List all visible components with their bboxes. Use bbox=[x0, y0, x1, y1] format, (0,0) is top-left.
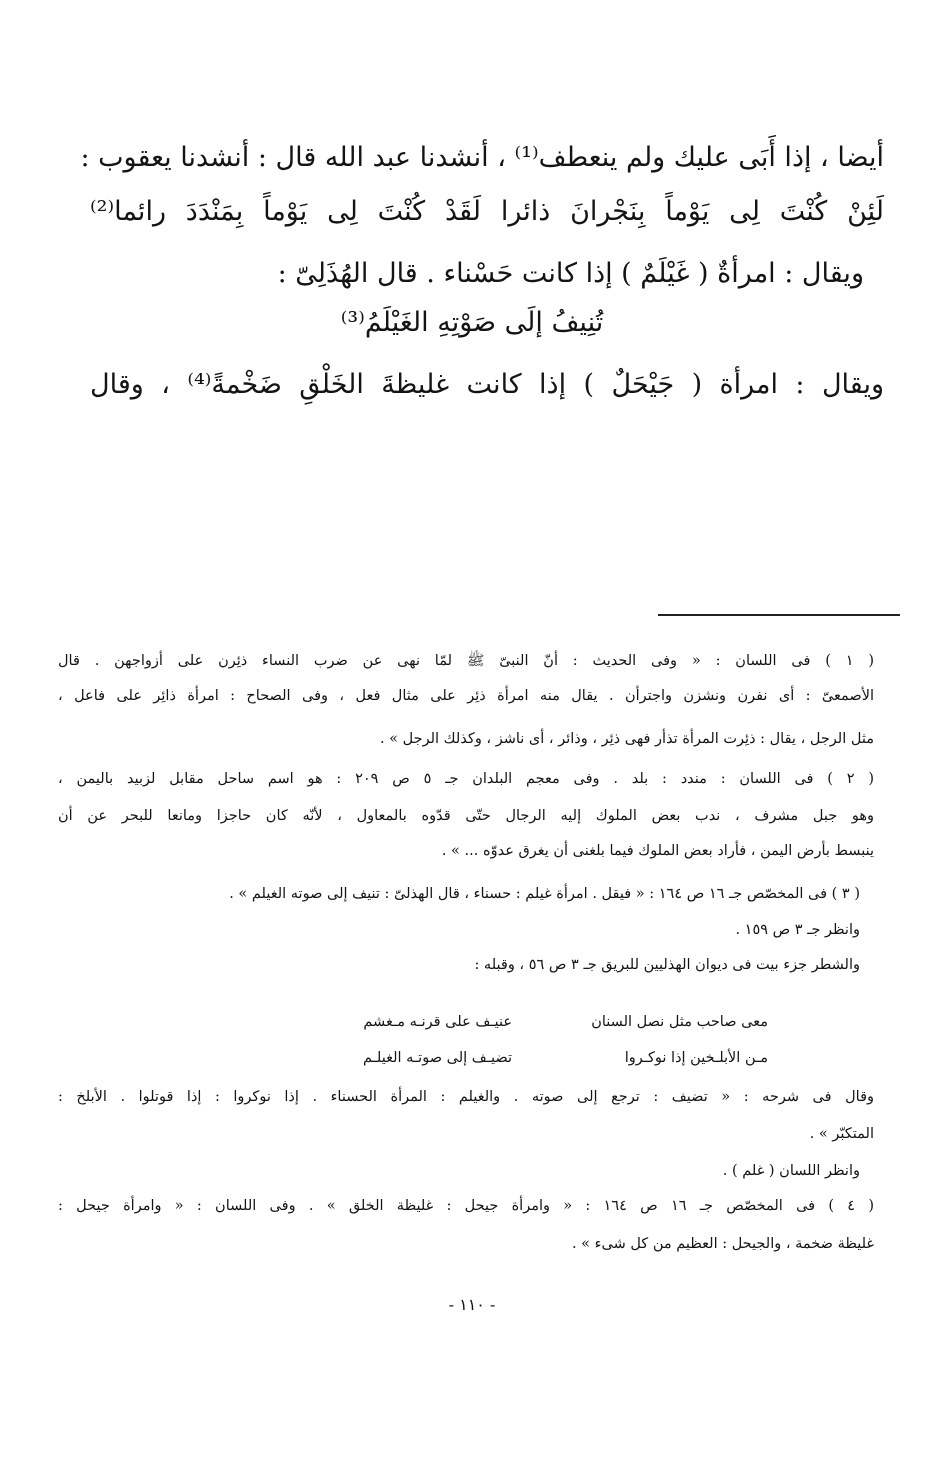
footnote-3-line-4: وقال فى شرحه : « تضيف : ترجع إلى صوته . والغيلم : المرأة الحسناء . إذا نوكروا : إذا قوتلوا . الأبلخ : bbox=[58, 1089, 874, 1105]
main-text-line-3: ويقال : امرأةٌ ( غَيْلَمٌ ) إذا كانت حَسْناء . قال الهُذَلِىّ : bbox=[277, 258, 864, 289]
footnote-poem-hemistich-a2: عنيـف على قرنـه مـغشم bbox=[363, 1014, 512, 1030]
footnote-poem-hemistich-b1: مـن الأبلـخين إذا نوكـروا bbox=[624, 1050, 768, 1066]
page-number: - ١١٠ - bbox=[448, 1295, 496, 1314]
footnote-3-line-3: والشطر جزء بيت فى ديوان الهذليين للبريق جـ ٣ ص ٥٦ ، وقبله : bbox=[474, 957, 860, 973]
footnote-poem-hemistich-a1: معى صاحب مثل نصل السنان bbox=[591, 1014, 768, 1030]
footnote-4-line-1: ( ٤ ) فى المخصّص جـ ١٦ ص ١٦٤ : « وامرأة جيحل : غليظة الخلق » . وفى اللسان : « وامرأة جيحل : bbox=[58, 1198, 874, 1214]
footnote-3-line-2: وانظر جـ ٣ ص ١٥٩ . bbox=[735, 922, 860, 938]
footnote-3-line-6: وانظر اللسان ( غلم ) . bbox=[722, 1163, 860, 1179]
footnote-separator bbox=[658, 614, 900, 616]
footnote-poem-hemistich-b2: تضيـف إلى صوتـه الغيلـم bbox=[363, 1050, 512, 1066]
main-text-line-5: ويقال : امرأة ( جَيْحَلٌ ) إذا كانت غليظةَ الخَلْقِ ضَخْمةً⁽⁴⁾ ، وقال bbox=[90, 369, 884, 400]
footnote-1-line-3: مثل الرجل ، يقال : ذئِرت المرأة تذأر فهى ذئِر ، وذائر ، أى ناشز ، وكذلك الرجل » . bbox=[379, 731, 874, 747]
footnote-1-line-1: ( ١ ) فى اللسان : « وفى الحديث : أنّ النبىّ ﷺ لمّا نهى عن ضرب النساء ذئِرن على أزواجهن . قال bbox=[58, 653, 874, 669]
footnote-2-line-3: ينبسط بأرض اليمن ، فأراد بعض الملوك فيما بلغنى أن يغرق عدوّه ... » . bbox=[441, 843, 874, 859]
footnote-3-line-1: ( ٣ ) فى المخصّص جـ ١٦ ص ١٦٤ : « فيقل . امرأة غيلم : حسناء ، قال الهذلىّ : تنيف إلى صوته الغيلم » . bbox=[229, 886, 860, 902]
poem-hemistich: تُنِيفُ إلَى صَوْتِهِ الغَيْلَمُ⁽³⁾ bbox=[340, 307, 604, 338]
footnote-3-line-5: المتكبّر » . bbox=[809, 1126, 874, 1142]
main-text-line-1: أيضا ، إذا أَبَى عليك ولم ينعطف⁽¹⁾ ، أنشدنا عبد الله قال : أنشدنا يعقوب : bbox=[80, 142, 884, 173]
footnote-2-line-1: ( ٢ ) فى اللسان : مندد : بلد . وفى معجم البلدان جـ ٥ ص ٢٠٩ : هو اسم ساحل مقابل لزبيد باليمن ، bbox=[58, 771, 874, 787]
footnote-2-line-2: وهو جبل مشرف ، ندب بعض الملوك إليه الرجال حتّى قدّوه بالمعاول ، لأنّه كان حاجزا ومانعا للبحر عن أن bbox=[58, 808, 874, 824]
footnote-4-line-2: غليظة ضخمة ، والجيحل : العظيم من كل شىء » . bbox=[571, 1236, 874, 1252]
footnote-1-line-2: الأصمعىّ : أى نفرن ونشزن واجترأن . يقال منه امرأة ذئِر على مثال فعل ، وفى الصحاح : امرأة ذائِر على فاعل ، bbox=[58, 688, 874, 704]
poem-verse-line: لَئِنْ كُنْتَ لِى يَوْماً بِنَجْرانَ ذائرا لَقَدْ كُنْتَ لِى يَوْماً بِمَنْدَدَ رائما⁽²⁾ bbox=[90, 196, 884, 227]
